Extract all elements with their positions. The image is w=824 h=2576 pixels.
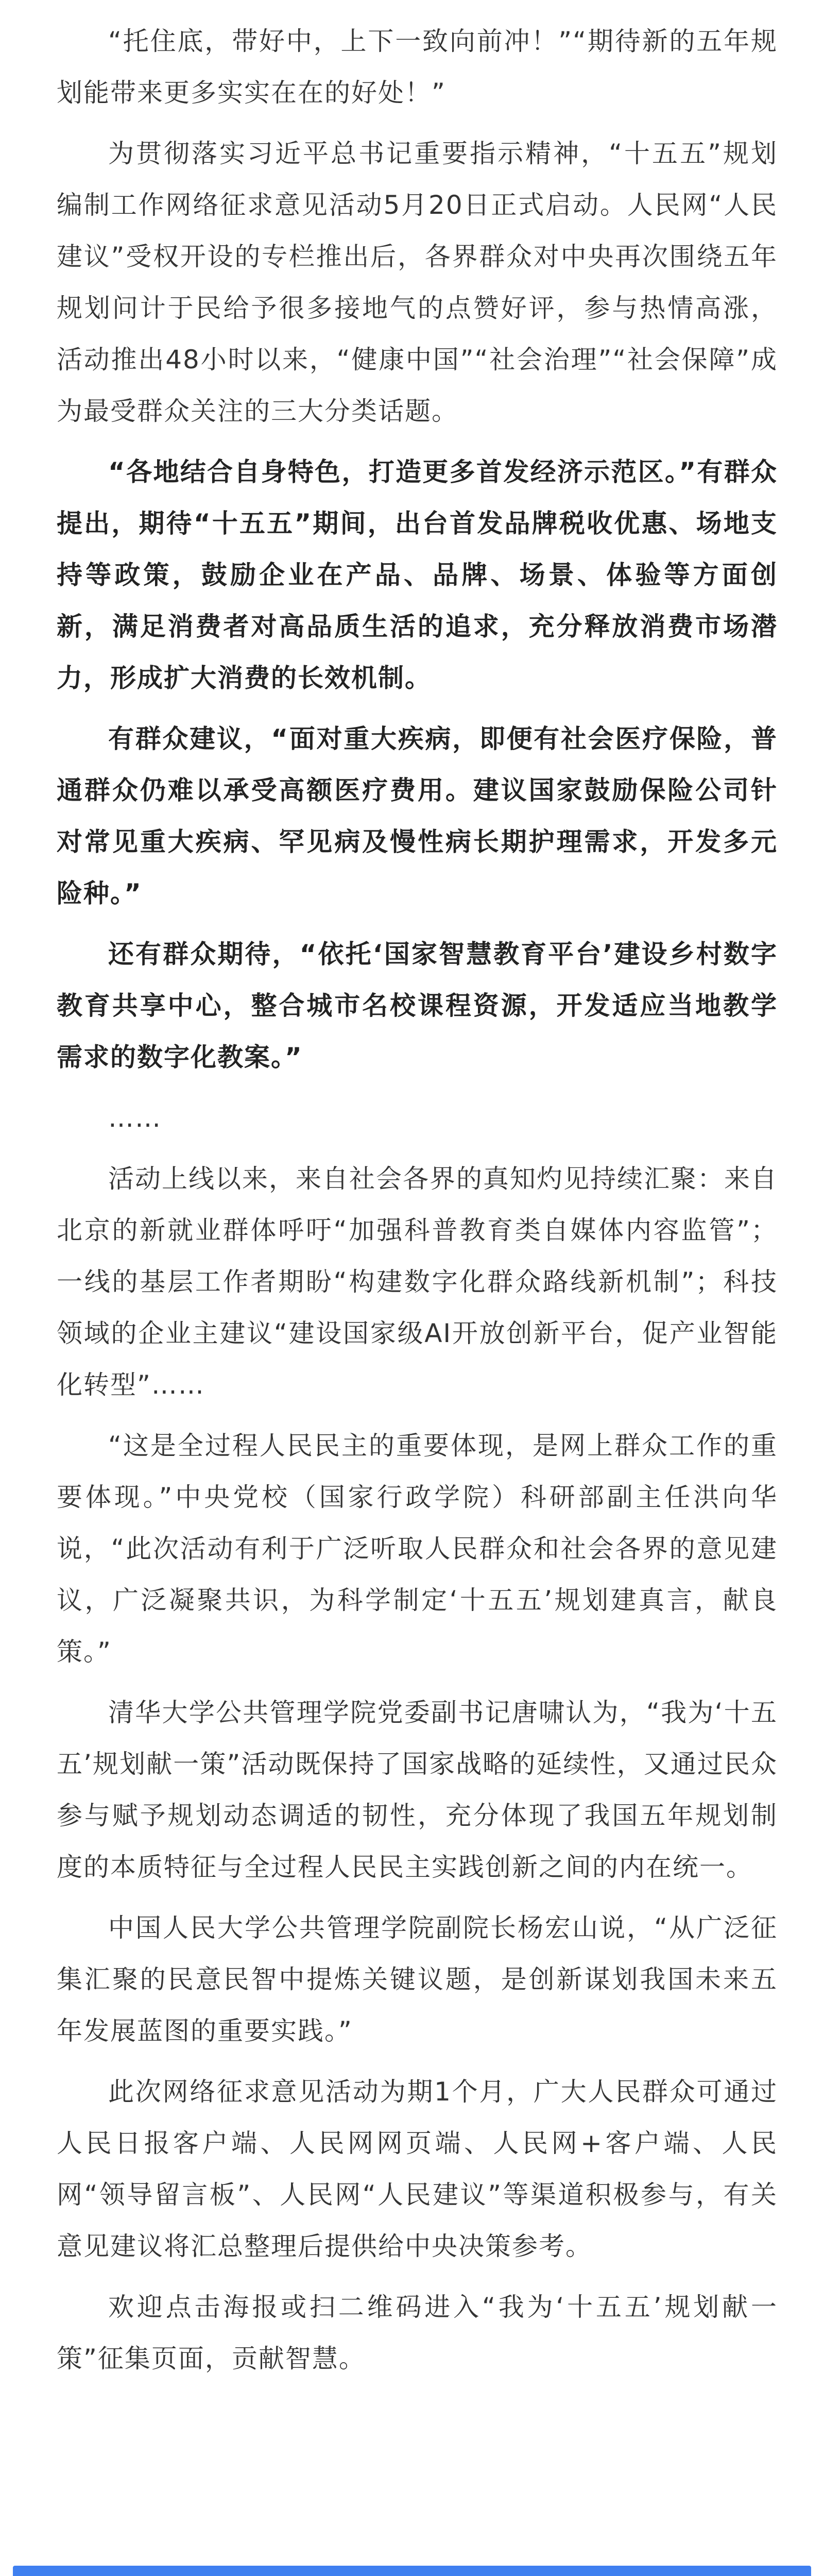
article-paragraph: “托住底，带好中，上下一致向前冲！”“期待新的五年规划能带来更多实实在在的好处！” — [57, 26, 778, 108]
article-paragraph: 欢迎点击海报或扫二维码进入“我为‘十五五’规划献一策”征集页面，贡献智慧。 — [57, 2292, 778, 2374]
article-paragraph: 清华大学公共管理学院党委副书记唐啸认为，“我为‘十五五’规划献一策”活动既保持了国家战略的延续性，又通过民众参与赋予规划动态调适的韧性，充分体现了我国五年规划制度的本质特征与全过程人民民主实践创新之间的内在统一。 — [57, 1698, 778, 1882]
article-paragraph: 此次网络征求意见活动为期1个月，广大人民群众可通过人民日报客户端、人民网网页端、人民网+客户端、人民网“领导留言板”、人民网“人民建议”等渠道积极参与，有关意见建议将汇总整理后提供给中央决策参考。 — [57, 2077, 778, 2261]
article-paragraph-highlight: 有群众建议，“面对重大疾病，即便有社会医疗保险，普通群众仍难以承受高额医疗费用。建议国家鼓励保险公司针对常见重大疾病、罕见病及慢性病长期护理需求，开发多元险种。” — [57, 724, 778, 908]
campaign-poster[interactable] — [13, 2566, 811, 2576]
article-ellipsis: …… — [108, 1103, 162, 1133]
article-paragraph: 中国人民大学公共管理学院副院长杨宏山说，“从广泛征集汇聚的民意民智中提炼关键议题，是创新谋划我国未来五年发展蓝图的重要实践。” — [57, 1913, 778, 2046]
article-body — [57, 15, 778, 2394]
article-paragraph-highlight: “各地结合自身特色，打造更多首发经济示范区。”有群众提出，期待“十五五”期间，出台首发品牌税收优惠、场地支持等政策，鼓励企业在产品、品牌、场景、体验等方面创新，满足消费者对高品质生活的追求，充分释放消费市场潜力，形成扩大消费的长效机制。 — [57, 457, 778, 693]
poster-title — [13, 2566, 811, 2576]
article-paragraph-highlight: 还有群众期待，“依托‘国家智慧教育平台’建设乡村数字教育共享中心，整合城市名校课程资源，开发适应当地教学需求的数字化教案。” — [57, 939, 778, 1072]
article-paragraph: “这是全过程人民民主的重要体现，是网上群众工作的重要体现。”中央党校（国家行政学院）科研部副主任洪向华说，“此次活动有利于广泛听取人民群众和社会各界的意见建议，广泛凝聚共识，为科学制定‘十五五’规划建真言，献良策。” — [57, 1431, 778, 1667]
article-paragraph: 活动上线以来，来自社会各界的真知灼见持续汇聚：来自北京的新就业群体呼吁“加强科普教育类自媒体内容监管”；一线的基层工作者期盼“构建数字化群众路线新机制”；科技领域的企业主建议“建设国家级AI开放创新平台，促产业智能化转型”…… — [57, 1164, 778, 1400]
article-paragraph: 为贯彻落实习近平总书记重要指示精神，“十五五”规划编制工作网络征求意见活动5月20日正式启动。人民网“人民建议”受权开设的专栏推出后，各界群众对中央再次围绕五年规划问计于民给予很多接地气的点赞好评，参与热情高涨，活动推出48小时以来，“健康中国”“社会治理”“社会保障”成为最受群众关注的三大分类话题。 — [57, 139, 778, 426]
